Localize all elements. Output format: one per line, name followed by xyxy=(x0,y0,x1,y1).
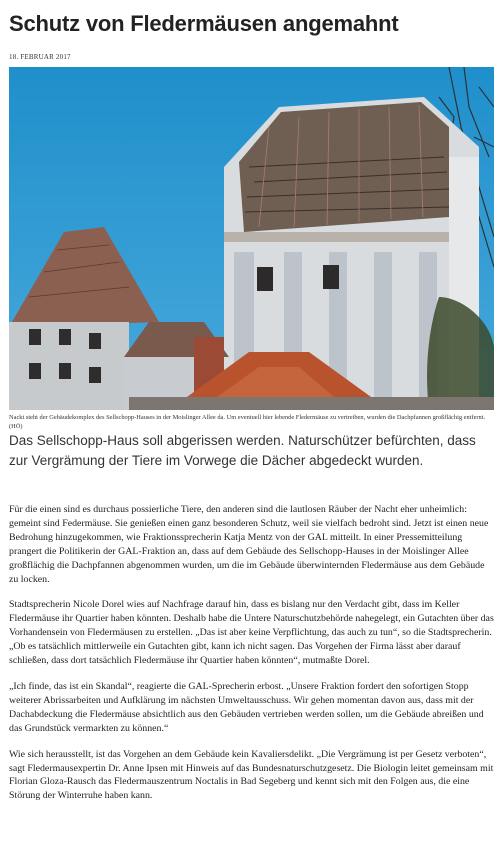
article-headline: Schutz von Fledermäusen angemahnt xyxy=(9,11,399,36)
building-photo-illustration xyxy=(9,67,494,410)
article-paragraph: Wie sich herausstellt, ist das Vorgehen an dem Gebäude kein Kavaliersdelikt. „Die Vergrämung ist per Gesetz verboten“, sagt Fledermausexpertin Dr. Anne Ipsen mit Hinweis auf das Bundesnaturschutzgesetz. Die Biologin leitet gemeinsam mit Florian Gloza-Rausch das Fledermauszentrum Noctalis in Bad Segeberg und kennt sich mit den Folgen aus, die eine Störung der Winterruhe haben kann. xyxy=(9,748,494,802)
photo-caption: Nackt steht der Gebäudekomplex des Sellschopp-Hauses in der Moislinger Allee da. Um eventuell hier lebende Fledermäuse zu vertreiben, wurden die Dachpfannen großflächig entfernt. (HÖ) xyxy=(9,414,486,430)
article-paragraph: Stadtsprecherin Nicole Dorel wies auf Nachfrage darauf hin, dass es bislang nur den Verdacht gibt, dass im Keller Fledermäuse ihr Quartier haben könnten. Deshalb habe die Untere Naturschutzbehörde nahegelegt, ein Gutachten über das Vorhandensein von Fledermäusen zu erstellen. „Das ist aber keine Verpflichtung, das auch zu tun“, so die Stadtsprecherin. „Ob es tatsächlich mittlerweile ein Gutachten gibt, kann ich nicht sagen. Das Vorgehen der Firma lässt aber darauf schließen, dass dort tatsächlich Fledermäuse ihr Quartier haben könnten“, mutmaßte Dorel. xyxy=(9,599,494,667)
article-date: 18. FEBRUAR 2017 xyxy=(9,53,71,61)
article-paragraph: Für die einen sind es durchaus possierliche Tiere, den anderen sind die lautlosen Räuber der Nacht eher unheimlich: gemeint sind Federmäuse. Sie genießen einen ganz besonderen Schutz, weil sie vielfach bedroht sind. Jetzt ist einen neue Bedrohung hinzugekommen, wie Fraktionssprecherin Katja Mentz von der GAL mitteilt. In einer Pressemitteilung prangert die Politikerin der GAL-Fraktion an, dass auf dem Gebäude des Sellschopp-Hauses in der Moislinger Allee großflächig die Dachpfannen abgenommen wurden, um die im Gebäude überwinternden Fledermäuse aus dem Gebäude zu locken. xyxy=(9,504,489,585)
article-photo xyxy=(9,67,494,410)
article-paragraph: „Ich finde, das ist ein Skandal“, reagierte die GAL-Sprecherin erbost. „Unsere Fraktion fordert den sofortigen Stopp weiterer Abrissarbeiten und Aufklärung im nächsten Umweltausschuss. Wir gehen momentan davon aus, dass mit der Dachabdeckung die Fledermäuse absichtlich aus den Gebäuden vertrieben werden sollen, um die Gebäude abreißen und das Grundstück vermarkten zu können.“ xyxy=(9,680,484,734)
article-body xyxy=(9,503,494,815)
article-lead: Das Sellschopp-Haus soll abgerissen werden. Naturschützer befürchten, dass zur Vergrämung der Tiere im Vorwege die Dächer abgedeckt wurden. xyxy=(9,433,476,468)
